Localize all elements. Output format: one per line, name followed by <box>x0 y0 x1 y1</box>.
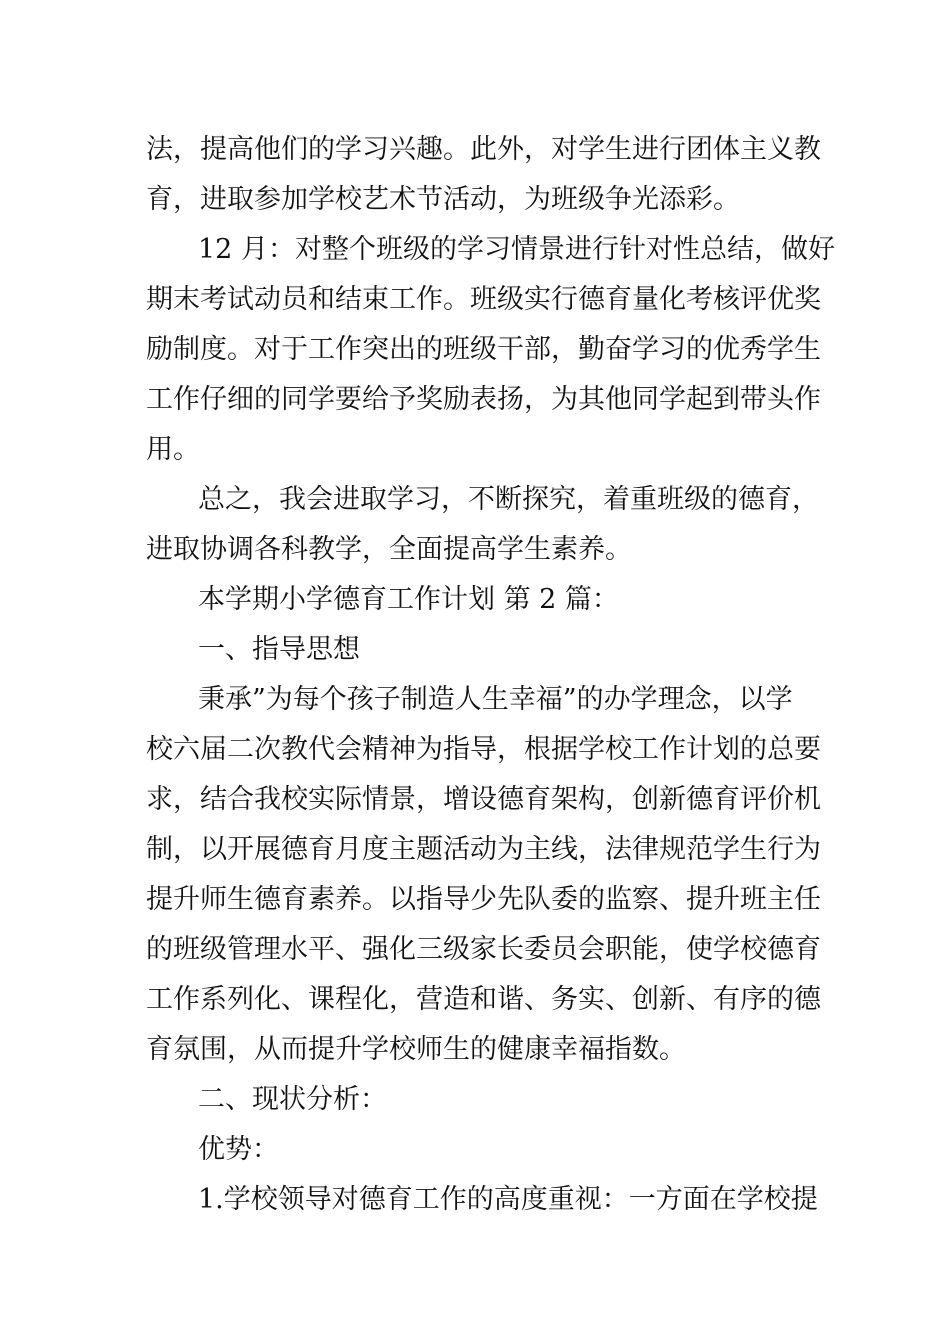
section-heading: 二、现状分析： <box>198 1084 387 1115</box>
text-line: 提升师生德育素养。以指导少先队委的监察、提升班主任 <box>146 884 821 915</box>
text-line: 制，以开展德育月度主题活动为主线，法律规范学生行为 <box>146 834 821 865</box>
text-line: 进取协调各科教学，全面提高学生素养。 <box>146 534 632 565</box>
text-line: 期末考试动员和结束工作。班级实行德育量化考核评优奖 <box>146 284 821 315</box>
text-line: 校六届二次教代会精神为指导，根据学校工作计划的总要 <box>146 734 821 765</box>
text-line: 工作系列化、课程化，营造和谐、务实、创新、有序的德 <box>146 984 821 1015</box>
subsection-heading: 优势： <box>198 1134 279 1165</box>
text-line: 励制度。对于工作突出的班级干部，勤奋学习的优秀学生 <box>146 334 821 365</box>
text-line: 求，结合我校实际情景，增设德育架构，创新德育评价机 <box>146 784 821 815</box>
text-line: 育氛围，从而提升学校师生的健康幸福指数。 <box>146 1034 686 1065</box>
text-line: 秉承”为每个孩子制造人生幸福”的办学理念，以学 <box>198 684 793 715</box>
text-line: 工作仔细的同学要给予奖励表扬，为其他同学起到带头作 <box>146 384 821 415</box>
text-line: 育，进取参加学校艺术节活动，为班级争光添彩。 <box>146 184 740 215</box>
text-line: 法，提高他们的学习兴趣。此外，对学生进行团体主义教 <box>146 134 821 165</box>
text-line: 1.学校领导对德育工作的高度重视：一方面在学校提 <box>198 1184 818 1215</box>
text-line: 的班级管理水平、强化三级家长委员会职能，使学校德育 <box>146 934 821 965</box>
section-heading: 一、指导思想 <box>198 634 360 665</box>
text-line: 总之，我会进取学习，不断探究，着重班级的德育， <box>198 484 819 515</box>
text-line: 用。 <box>146 434 200 465</box>
section-heading: 本学期小学德育工作计划 第 2 篇： <box>198 584 619 615</box>
text-line: 12 月：对整个班级的学习情景进行针对性总结，做好 <box>198 234 835 265</box>
